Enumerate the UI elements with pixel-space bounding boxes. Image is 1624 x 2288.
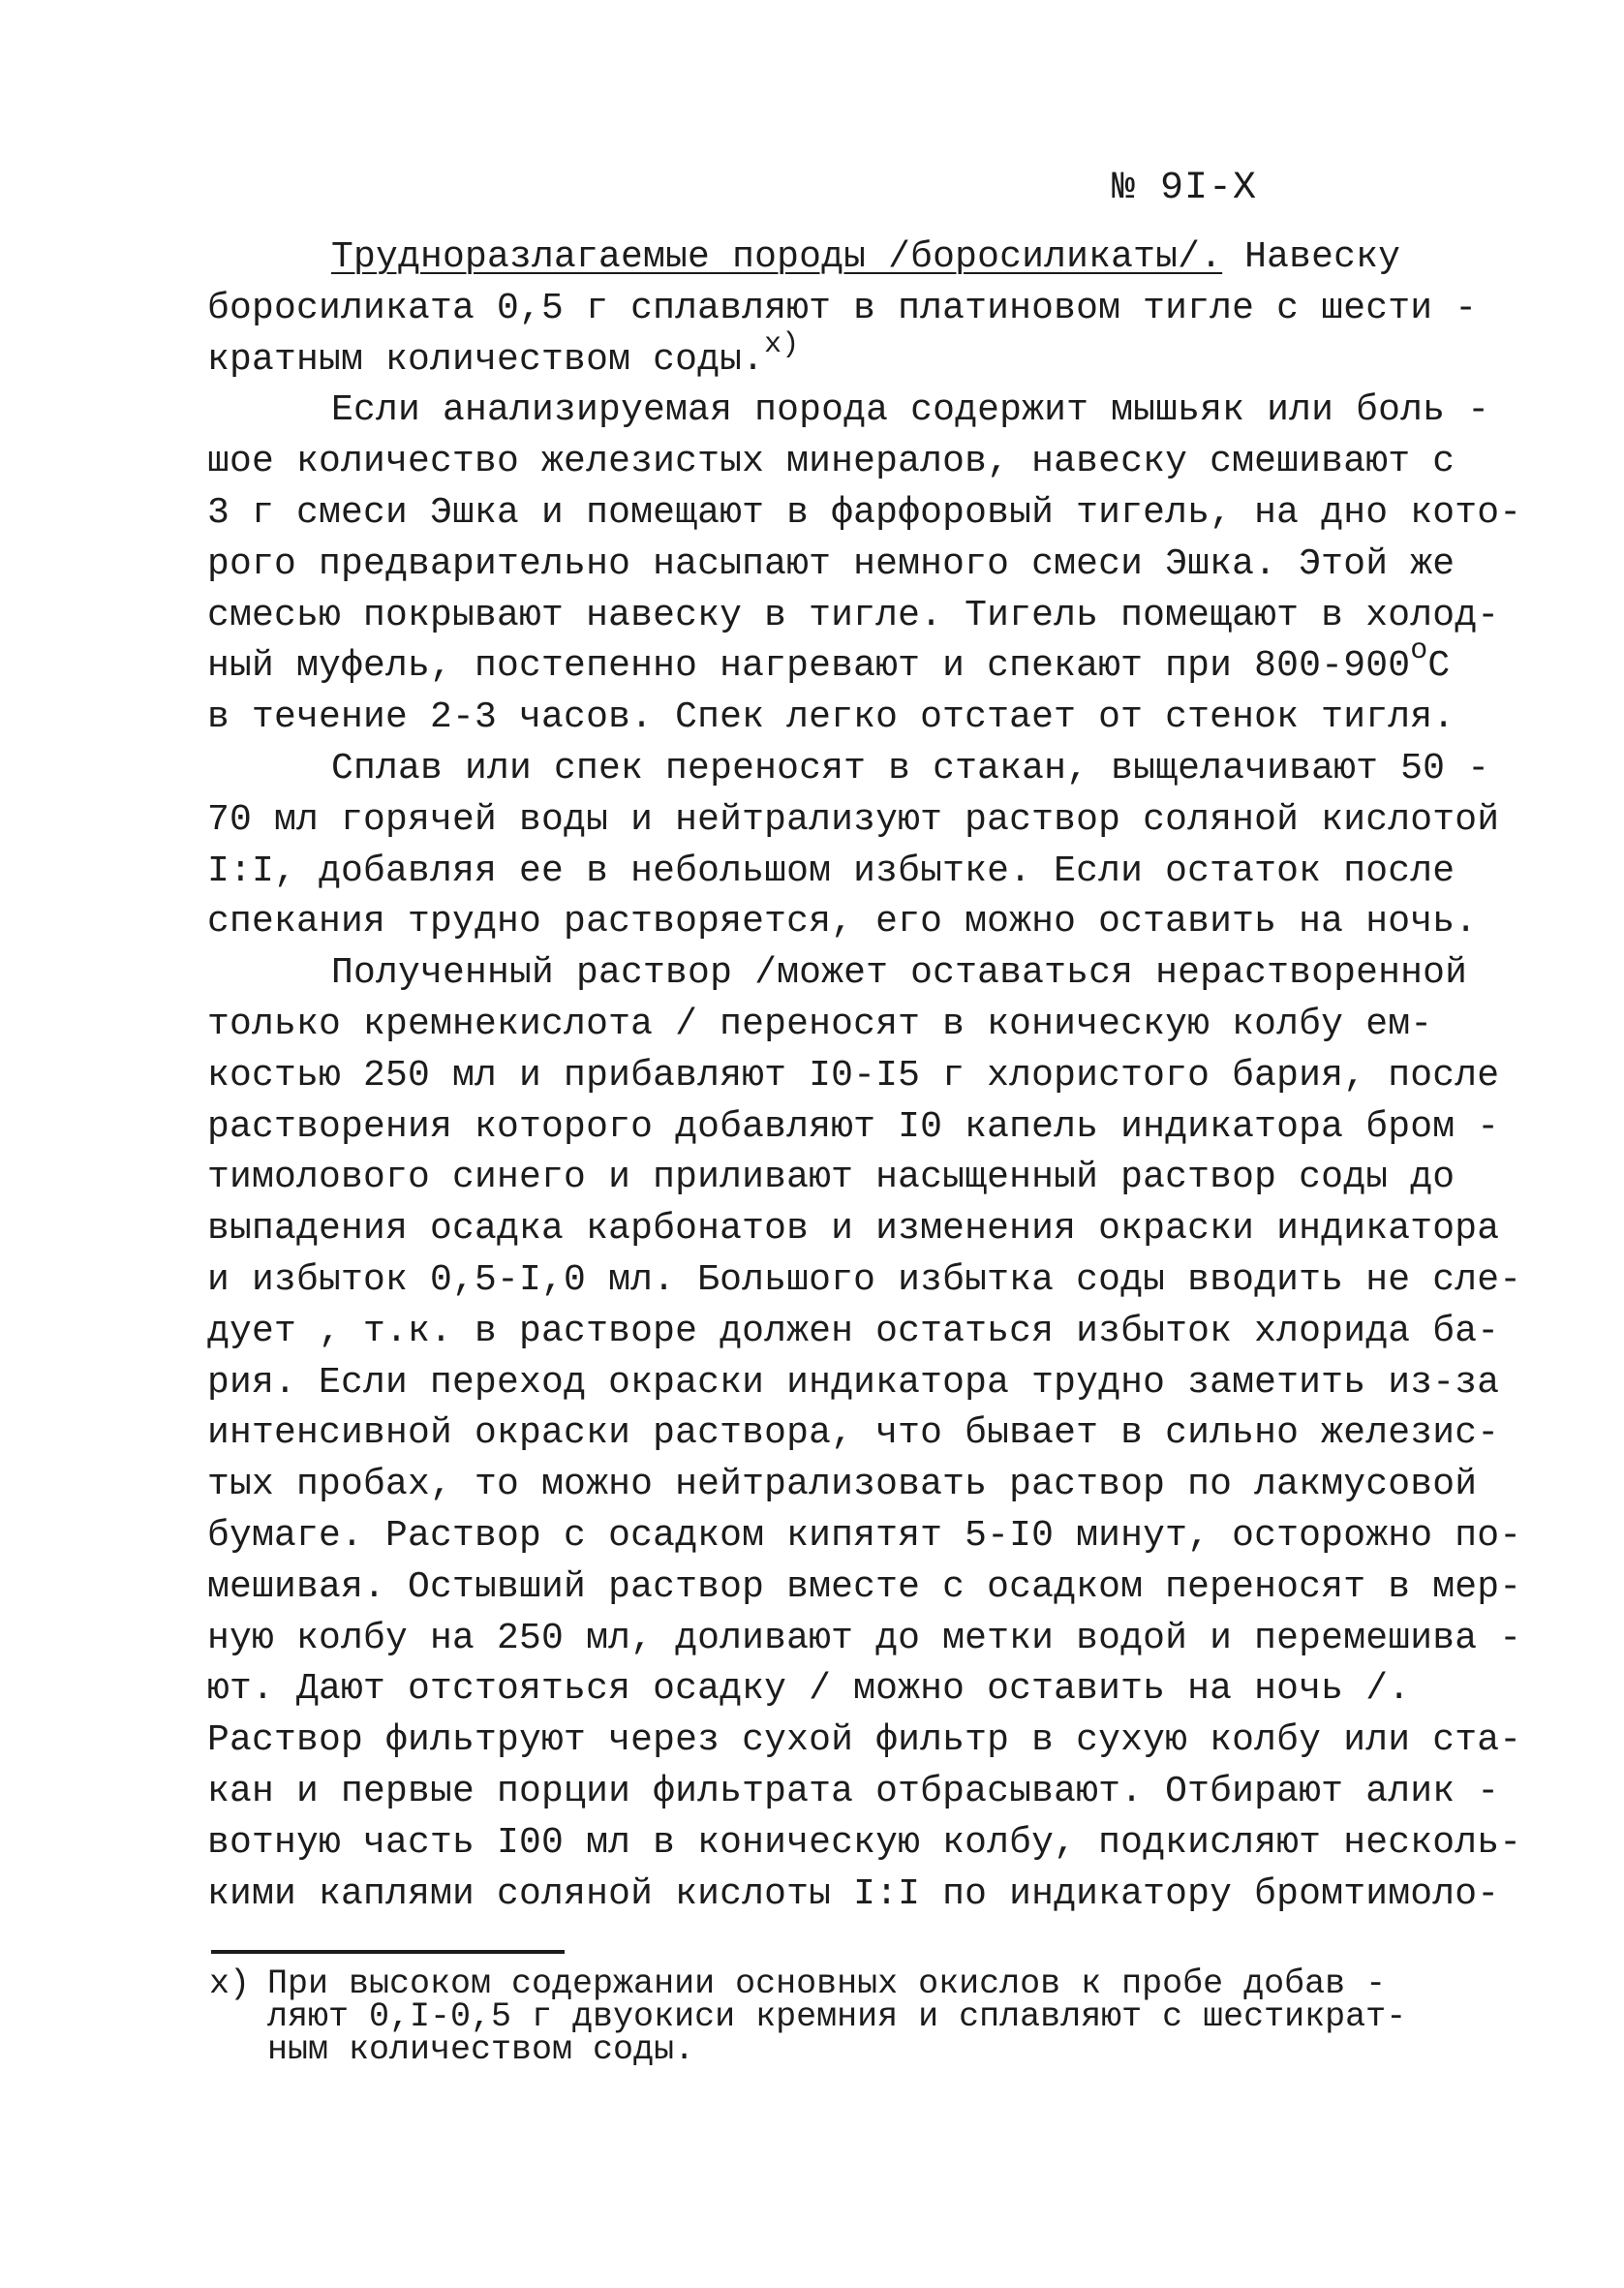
text-line: ют. Дают отстояться осадку / можно оставить на ночь /. — [207, 1668, 1411, 1711]
text-line: кан и первые порции фильтрата отбрасывают. Отбирают алик - — [207, 1770, 1500, 1812]
section-heading: Трудноразлагаемые породы /боросиликаты/. — [331, 236, 1223, 278]
paragraph-first-line: Сплав или спек переносят в стакан, выщелачивают 50 - — [331, 747, 1490, 789]
footnote-text: При высоком содержании основных окислов к пробе добав - — [267, 1964, 1387, 2003]
text-line: боросиликата 0,5 г сплавляют в платиновом тигле с шести - — [207, 287, 1478, 329]
text-line: тимолового синего и приливают насыщенный раствор соды до — [207, 1157, 1455, 1199]
temperature-unit: С — [1427, 645, 1451, 688]
text-line: 70 мл горячей воды и нейтрализуют раствор соляной кислотой — [207, 798, 1500, 841]
text-line: тых пробах, то можно нейтрализовать раствор по лакмусовой — [207, 1464, 1478, 1506]
text-line: бумаге. Раствор с осадком кипятят 5-I0 минут, осторожно по- — [207, 1514, 1522, 1557]
paragraph-first-line: Если анализируемая порода содержит мышьяк или боль - — [331, 389, 1490, 432]
text-line: в течение 2-3 часов. Спек легко отстает от стенок тигля. — [207, 696, 1455, 739]
footnote-line: ным количеством соды. — [267, 2030, 695, 2069]
text-line: мешивая. Остывший раствор вместе с осадком переносят в мер- — [207, 1565, 1522, 1608]
text-line-with-temperature — [207, 634, 1456, 693]
footnote-reference: х) — [764, 327, 800, 361]
text-line: смесью покрывают навеску в тигле. Тигель помещают в холод- — [207, 594, 1500, 636]
text-line: интенсивной окраски раствора, что бывает в сильно железис- — [207, 1412, 1500, 1455]
heading-line — [207, 232, 1456, 284]
text-line: дует , т.к. в растворе должен остаться избыток хлорида ба- — [207, 1310, 1500, 1352]
text-line: ную колбу на 250 мл, доливают до метки водой и перемешива - — [207, 1617, 1522, 1659]
paragraph-first-line: Полученный раствор /может оставаться нерастворенной — [331, 952, 1468, 995]
text-line: шое количество железистых минералов, навеску смешивают с — [207, 441, 1455, 483]
text-line: Раствор фильтруют через сухой фильтр в сухую колбу или ста- — [207, 1719, 1522, 1762]
footnote-divider — [211, 1950, 565, 1954]
text-line: кими каплями соляной кислоты I:I по индикатору бромтимоло- — [207, 1872, 1500, 1915]
text-line: вотную часть I00 мл в коническую колбу, подкисляют несколь- — [207, 1821, 1522, 1864]
text-line: спекания трудно растворяется, его можно оставить на ночь. — [207, 901, 1478, 943]
text-line: рого предварительно насыпают немного смеси Эшка. Этой же — [207, 542, 1455, 585]
text-line: и избыток 0,5-I,0 мл. Большого избытка соды вводить не сле- — [207, 1258, 1522, 1301]
text-line: I:I, добавляя ее в небольшом избытке. Если остаток после — [207, 850, 1455, 892]
text-fragment: кратным количеством соды. — [207, 338, 765, 381]
text-line: 3 г смеси Эшка и помещают в фарфоровый тигель, на дно кото- — [207, 491, 1522, 534]
footnote-marker: х) — [209, 1964, 251, 2003]
footnote — [209, 1964, 1458, 2069]
text-line: рия. Если переход окраски индикатора трудно заметить из-за — [207, 1361, 1500, 1404]
heading-line-continuation: Навеску — [1222, 236, 1401, 278]
text-line: костью 250 мл и прибавляют I0-I5 г хлористого бария, после — [207, 1054, 1500, 1097]
main-text — [207, 232, 1522, 1920]
text-fragment: ный муфель, постепенно нагревают и спекают при 800-900 — [207, 645, 1411, 688]
text-line: выпадения осадка карбонатов и изменения окраски индикатора — [207, 1208, 1500, 1251]
text-line: только кремнекислота / переносят в коническую колбу ем- — [207, 1003, 1433, 1045]
footnote-line — [209, 1964, 1458, 2003]
footnote-line: ляют 0,I-0,5 г двуокиси кремния и сплавляют с шестикрат- — [267, 1997, 1407, 2036]
degree-superscript: о — [1410, 634, 1428, 668]
text-line-with-footnote-ref — [207, 327, 1456, 386]
text-line: растворения которого добавляют I0 капель индикатора бром - — [207, 1105, 1500, 1148]
page-number: № 9I-Х — [1112, 167, 1258, 210]
